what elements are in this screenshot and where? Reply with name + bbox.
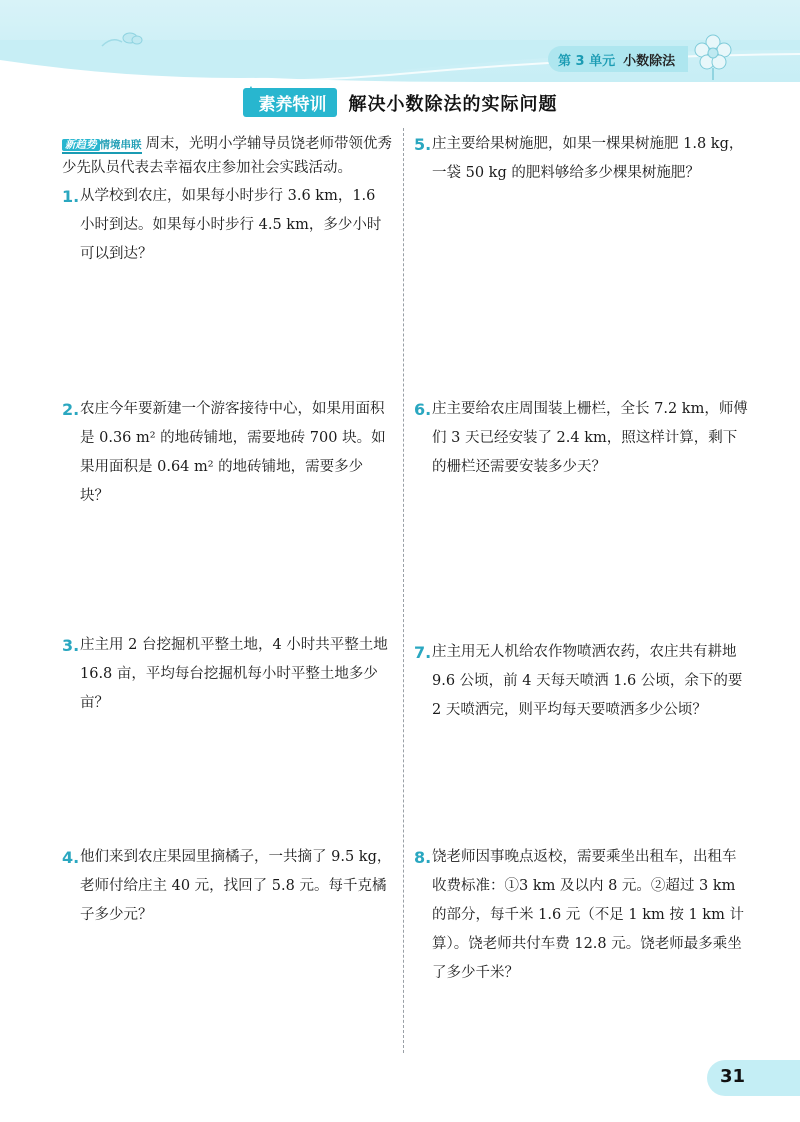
- question-text: 农庄今年要新建一个游客接待中心，如果用面积是 0.36 m² 的地砖铺地，需要地砖 700 块。如果用面积是 0.64 m² 的地砖铺地，需要多少块？: [80, 401, 386, 504]
- question-number: 5.: [414, 135, 432, 154]
- question-number: 4.: [62, 848, 80, 867]
- unit-tab: [548, 46, 688, 72]
- intro-badge: [62, 138, 142, 154]
- question-4: [62, 843, 392, 930]
- question-number: 2.: [62, 400, 80, 419]
- question-text: 从学校到农庄，如果每小时步行 3.6 km，1.6 小时到达。如果每小时步行 4.5 km，多少小时可以到达？: [80, 188, 382, 262]
- flower-icon: [688, 28, 738, 80]
- question-3: [62, 631, 392, 718]
- unit-label: 第 3 单元: [558, 53, 616, 69]
- question-1: [62, 182, 392, 269]
- question-number: 7.: [414, 643, 432, 662]
- question-text: 他们来到农庄果园里摘橘子，一共摘了 9.5 kg，老师付给庄主 40 元，找回了 5.8 元。每千克橘子多少元？: [80, 849, 392, 923]
- question-8: [414, 843, 750, 988]
- unit-name: 小数除法: [623, 53, 676, 69]
- question-text: 庄主要给果树施肥，如果一棵果树施肥 1.8 kg，一袋 50 kg 的肥料够给多少棵果树施肥？: [432, 136, 744, 181]
- plus-icon: +: [245, 84, 257, 99]
- column-divider: [403, 128, 404, 1053]
- title-tag: [243, 84, 337, 117]
- question-number: 6.: [414, 400, 432, 419]
- intro-badge-label: 情境串联: [99, 139, 142, 151]
- question-2: [62, 395, 392, 511]
- question-number: 8.: [414, 848, 432, 867]
- question-5: [414, 130, 750, 188]
- question-text: 庄主用无人机给农作物喷洒农药，农庄共有耕地 9.6 公顷，前 4 天每天喷洒 1.6 公顷，余下的要 2 天喷洒完，则平均每天要喷洒多少公顷？: [432, 644, 743, 718]
- intro-badge-new: 新趋势: [62, 139, 100, 151]
- question-7: [414, 638, 750, 725]
- question-6: [414, 395, 750, 482]
- question-text: 饶老师因事晚点返校，需要乘坐出租车，出租车收费标准：①3 km 及以内 8 元。②超过 3 km 的部分，每千米 1.6 元（不足 1 km 按 1 km 计算）。饶老师共付车费 12.8 元。饶老师最多乘坐了多少千米？: [432, 849, 744, 981]
- question-text: 庄主用 2 台挖掘机平整土地，4 小时共平整土地 16.8 亩，平均每台挖掘机每小时平整土地多少亩？: [80, 637, 388, 711]
- butterfly-icon: [100, 28, 146, 50]
- question-text: 庄主要给农庄周围装上栅栏，全长 7.2 km，师傅们 3 天已经安装了 2.4 km，照这样计算，剩下的栅栏还需要安装多少天？: [432, 401, 748, 475]
- intro-paragraph: [62, 132, 392, 180]
- intro-text: 周末，光明小学辅导员饶老师带领优秀少先队员代表去幸福农庄参加社会实践活动。: [62, 136, 392, 176]
- title-tag-text: 素养特训: [258, 95, 327, 115]
- title-text: 解决小数除法的实际问题: [348, 93, 558, 115]
- section-title: [0, 84, 800, 118]
- page-number: 31: [720, 1066, 746, 1087]
- question-number: 3.: [62, 636, 80, 655]
- question-number: 1.: [62, 187, 80, 206]
